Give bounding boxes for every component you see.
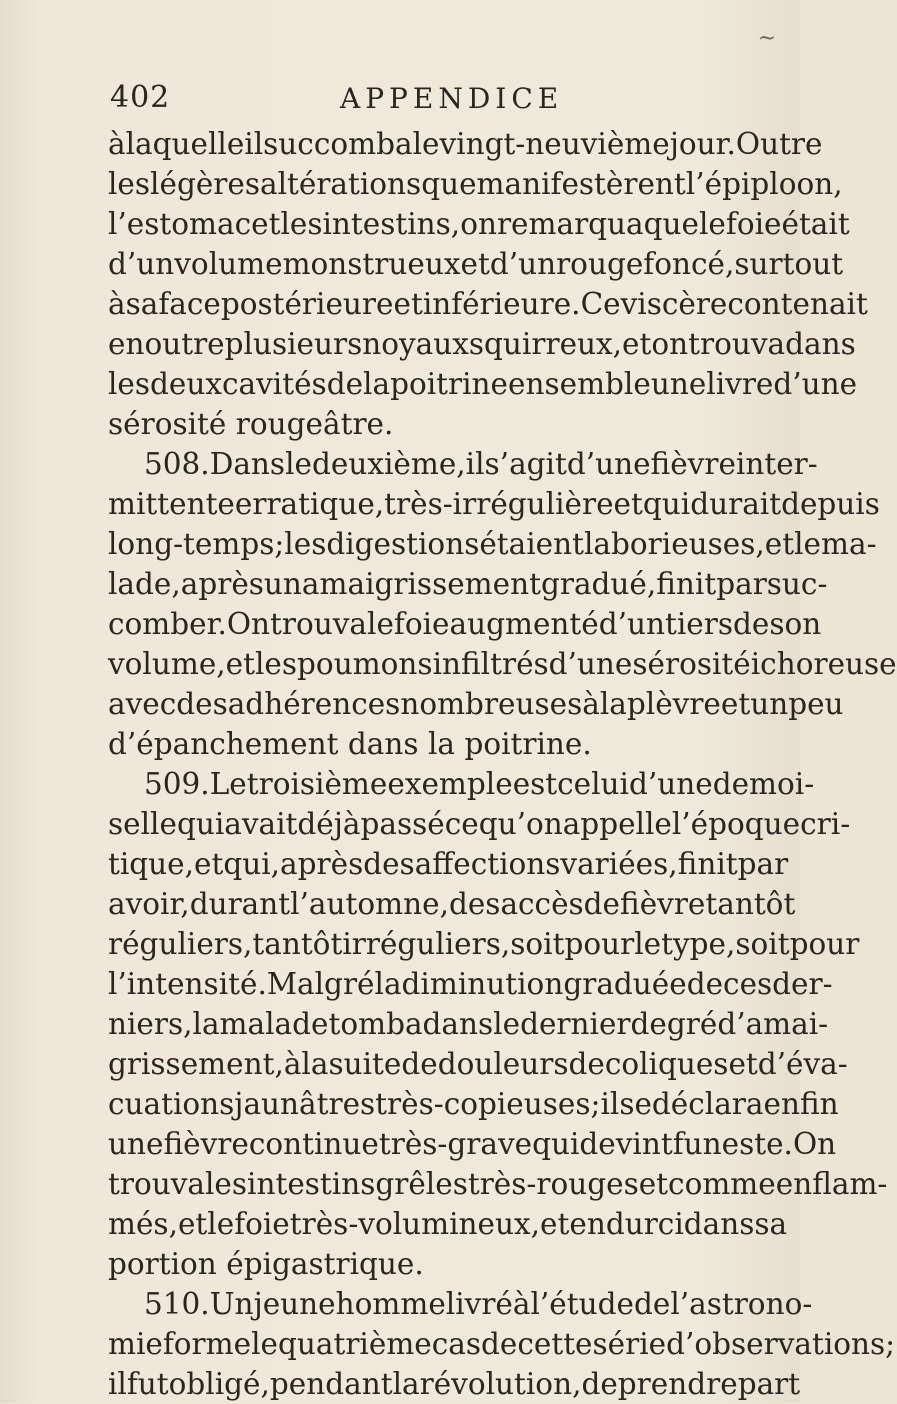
word: une — [650, 367, 707, 401]
word: et — [177, 1207, 208, 1241]
word: et — [638, 1167, 669, 1201]
word: à — [108, 127, 126, 161]
word: de — [732, 607, 770, 641]
word: les — [255, 647, 298, 681]
text-line — [108, 644, 897, 684]
text-line — [108, 124, 823, 164]
word: der- — [772, 967, 833, 1001]
word: par — [737, 847, 789, 881]
word: forme — [162, 1327, 252, 1361]
word: l’étude — [530, 1287, 634, 1321]
word: rouge — [556, 247, 644, 281]
word: la — [427, 727, 455, 761]
word: de — [583, 887, 621, 921]
word: nombreuses — [400, 687, 583, 721]
word: On — [792, 1127, 837, 1161]
word: appelle — [562, 807, 672, 841]
word: dernier — [520, 1007, 631, 1041]
word: poumons — [297, 647, 433, 681]
word: fut — [126, 1367, 169, 1401]
word: cavités — [222, 367, 327, 401]
word: accès — [500, 887, 584, 921]
word: endurci — [569, 1207, 684, 1241]
word: des — [448, 887, 501, 921]
word: Un — [209, 1287, 254, 1321]
word: la — [374, 967, 402, 1001]
word: tantôt — [252, 927, 343, 961]
word: volume — [174, 247, 283, 281]
word: la — [192, 1007, 220, 1041]
word: variées, — [560, 847, 678, 881]
word: des — [176, 687, 228, 721]
word: on — [460, 207, 497, 241]
word: surtout — [734, 247, 844, 281]
word: passé — [360, 807, 445, 841]
text-line — [108, 244, 844, 284]
word: ces — [723, 967, 773, 1001]
word: jeune — [253, 1287, 336, 1321]
text-line — [108, 1324, 896, 1364]
word: d’une — [548, 647, 633, 681]
word: enflam- — [775, 1167, 888, 1201]
text-line — [108, 1164, 888, 1204]
word: il — [244, 127, 264, 161]
word: laborieuses, — [584, 527, 765, 561]
word: et — [393, 287, 423, 321]
word: coliques — [604, 1047, 729, 1081]
text-line — [108, 964, 833, 1004]
word: fièvre — [650, 447, 736, 481]
word: obligé, — [168, 1367, 270, 1401]
word: degré — [630, 1007, 718, 1041]
word: Malgré — [266, 967, 375, 1001]
word: deux — [150, 367, 223, 401]
word: outre — [144, 327, 225, 361]
word: deuxième, — [311, 447, 466, 481]
word: qui — [642, 487, 691, 521]
body-text — [108, 124, 897, 1404]
word: fièvre — [620, 887, 706, 921]
word: de — [633, 1287, 671, 1321]
word: durant — [189, 887, 291, 921]
text-line — [108, 284, 868, 324]
word: ichoreuse — [750, 647, 897, 681]
text-line — [108, 1244, 738, 1284]
word: d’éva- — [757, 1047, 848, 1081]
word: et — [194, 847, 224, 881]
page-number: 402 — [110, 80, 171, 115]
word: plusieurs — [224, 327, 363, 361]
word: Ce — [580, 287, 621, 321]
word: était — [781, 207, 850, 241]
word: dans — [347, 727, 419, 761]
word: son — [769, 607, 822, 641]
word: le — [634, 927, 662, 961]
word: est — [512, 767, 558, 801]
word: troisième — [246, 767, 388, 801]
word: pour — [789, 927, 860, 961]
word: viscère — [620, 287, 728, 321]
word: le — [367, 607, 394, 641]
word: depuis — [781, 487, 880, 521]
running-title: APPENDICE — [340, 82, 564, 115]
word: squirreux, — [468, 327, 623, 361]
word: contenait — [727, 287, 868, 321]
text-line — [108, 404, 738, 444]
word: livre — [706, 367, 774, 401]
text-line — [108, 364, 858, 404]
word: funeste. — [672, 1127, 793, 1161]
word: poitrine — [390, 367, 509, 401]
word: trouva — [108, 1167, 205, 1201]
word: le — [493, 1007, 521, 1041]
word: très-rouges — [467, 1167, 639, 1201]
word: monstrueux — [282, 247, 461, 281]
word: infiltrés — [432, 647, 549, 681]
word: durait — [690, 487, 782, 521]
word: lade, — [108, 567, 181, 601]
text-line — [108, 1004, 829, 1044]
word: cuations — [108, 1087, 235, 1121]
word: exemple — [387, 767, 513, 801]
text-line — [108, 1364, 801, 1404]
word: par — [716, 567, 767, 601]
word: et — [225, 647, 255, 681]
word: les — [108, 367, 151, 401]
word: més, — [108, 1207, 178, 1241]
word: sa — [754, 1207, 788, 1241]
word: type, — [661, 927, 736, 961]
word: très-irrégulière — [384, 487, 614, 521]
word: selle — [108, 807, 177, 841]
word: foie — [393, 607, 450, 641]
word: grêles — [375, 1167, 468, 1201]
word: trouva — [688, 327, 786, 361]
word: foie — [725, 207, 782, 241]
word: prendre — [617, 1367, 738, 1401]
word: cri- — [800, 807, 851, 841]
word: de — [326, 367, 364, 401]
word: pendant — [269, 1367, 393, 1401]
word: le — [207, 1207, 235, 1241]
word: que — [421, 167, 477, 201]
word: inter- — [735, 447, 818, 481]
word: et — [728, 1047, 758, 1081]
word: intestins — [247, 1167, 376, 1201]
word: affections — [414, 847, 561, 881]
word: ce — [444, 807, 479, 841]
word: finit — [677, 847, 738, 881]
word: tique, — [108, 847, 195, 881]
word: le — [251, 1327, 278, 1361]
word: continue — [248, 1127, 379, 1161]
word: s’agit — [484, 447, 567, 481]
word: ensemble — [508, 367, 651, 401]
word: altérations — [259, 167, 422, 201]
word: tantôt — [705, 887, 796, 921]
word: ma- — [821, 527, 877, 561]
word: très-copieuses; — [375, 1087, 601, 1121]
word: de — [581, 1367, 618, 1401]
text-line — [108, 1204, 788, 1244]
word: tiers — [664, 607, 733, 641]
word: la — [301, 1047, 329, 1081]
word: sérosité — [108, 407, 227, 441]
word: d’amai- — [717, 1007, 829, 1041]
word: irréguliers, — [342, 927, 511, 961]
word: cas — [431, 1327, 482, 1361]
word: des — [363, 847, 415, 881]
word: de — [401, 1047, 438, 1081]
word: niers, — [108, 1007, 193, 1041]
word: une — [108, 1127, 164, 1161]
page-header — [110, 80, 750, 120]
word: dans — [785, 327, 856, 361]
word: le — [699, 207, 726, 241]
word: inférieure. — [422, 287, 581, 321]
word: à — [582, 687, 600, 721]
word: Le — [209, 767, 247, 801]
word: étaient — [479, 527, 584, 561]
word: Outre — [735, 127, 823, 161]
word: amaigrissement — [301, 567, 541, 601]
text-line — [108, 884, 796, 924]
word: foie — [234, 1207, 290, 1241]
word: et — [613, 487, 643, 521]
word: celui — [557, 767, 629, 801]
word: de — [481, 1327, 518, 1361]
word: réguliers, — [108, 927, 253, 961]
word: finit — [656, 567, 717, 601]
word: tomba — [328, 1007, 423, 1041]
word: devint — [579, 1127, 673, 1161]
word: On — [226, 607, 271, 641]
word: d’épanchement — [108, 727, 339, 761]
word: l’estomac — [108, 207, 252, 241]
word: après — [280, 847, 364, 881]
word: portion — [108, 1247, 217, 1281]
word: un — [263, 567, 302, 601]
word: livré — [445, 1287, 513, 1321]
word: poitrine. — [464, 727, 592, 761]
text-line — [108, 764, 815, 804]
word: mie — [108, 1327, 163, 1361]
word: série — [592, 1327, 667, 1361]
word: trouva — [270, 607, 368, 641]
word: douleurs — [437, 1047, 569, 1081]
text-line — [108, 524, 877, 564]
word: manifestèrent — [476, 167, 686, 201]
word: comber. — [108, 607, 227, 641]
word: mittente — [108, 487, 235, 521]
word: malade — [219, 1007, 329, 1041]
word: peu — [788, 687, 844, 721]
word: l’automne, — [290, 887, 449, 921]
word: intestins, — [322, 207, 461, 241]
word: on — [651, 327, 689, 361]
word: foncé, — [643, 247, 735, 281]
word: après — [180, 567, 264, 601]
word: il — [465, 447, 485, 481]
word: qu’on — [478, 807, 563, 841]
text-line — [108, 164, 843, 204]
word: suite — [328, 1047, 402, 1081]
word: demoi- — [712, 767, 815, 801]
word: il — [108, 1367, 127, 1401]
word: de — [686, 967, 724, 1001]
word: l’intensité. — [108, 967, 267, 1001]
text-line — [108, 564, 828, 604]
word: très-volumineux, — [289, 1207, 541, 1241]
text-line — [108, 844, 789, 884]
word: d’un — [108, 247, 175, 281]
word: jour. — [669, 127, 736, 161]
word: long-temps; — [108, 527, 285, 561]
word: à — [512, 1287, 531, 1321]
word: pour — [564, 927, 635, 961]
word: à — [108, 287, 126, 321]
word: le — [285, 447, 312, 481]
word: qui — [176, 807, 225, 841]
word: il — [600, 1087, 620, 1121]
word: et — [622, 327, 652, 361]
word: comme — [668, 1167, 776, 1201]
word: et — [460, 247, 490, 281]
word: déclara — [651, 1087, 764, 1121]
text-line — [108, 1084, 839, 1124]
word: augmenté — [449, 607, 599, 641]
text-line — [108, 604, 822, 644]
word: la — [392, 1367, 420, 1401]
word: d’un — [489, 247, 557, 281]
word: la — [599, 687, 627, 721]
word: rougeâtre. — [235, 407, 394, 441]
word: qui, — [223, 847, 281, 881]
text-line — [108, 324, 856, 364]
word: adhérences — [227, 687, 401, 721]
word: suc- — [766, 567, 828, 601]
text-line — [108, 1284, 813, 1324]
word: succomba — [263, 127, 413, 161]
word: jaunâtres — [234, 1087, 376, 1121]
page-corner-mark: ~ — [757, 26, 776, 51]
word: laquelle — [125, 127, 245, 161]
word: la — [363, 367, 391, 401]
word: les — [108, 167, 151, 201]
text-line — [108, 684, 844, 724]
text-line — [108, 924, 860, 964]
word: d’une — [773, 367, 858, 401]
word: 510. — [144, 1287, 210, 1321]
word: les — [204, 1167, 248, 1201]
word: avait — [224, 807, 298, 841]
word: cette — [517, 1327, 593, 1361]
word: fièvre — [163, 1127, 249, 1161]
word: sa — [125, 287, 159, 321]
word: grissement, — [108, 1047, 284, 1081]
word: diminution — [401, 967, 564, 1001]
text-line — [108, 444, 818, 484]
word: et — [251, 207, 281, 241]
word: sérosité — [632, 647, 751, 681]
text-line — [108, 804, 851, 844]
word: d’un — [598, 607, 665, 641]
word: homme — [335, 1287, 446, 1321]
word: révolution, — [419, 1367, 582, 1401]
text-line — [108, 1044, 848, 1084]
word: les — [280, 207, 323, 241]
word: les — [284, 527, 327, 561]
word: plèvre — [626, 687, 721, 721]
word: d’une — [566, 447, 651, 481]
word: 508. — [144, 447, 210, 481]
word: face — [158, 287, 221, 321]
text-line — [108, 204, 850, 244]
word: à — [283, 1047, 302, 1081]
word: d’une — [629, 767, 713, 801]
word: Dans — [209, 447, 286, 481]
word: dans — [422, 1007, 494, 1041]
word: un — [750, 687, 789, 721]
text-line — [108, 724, 738, 764]
word: gradué, — [540, 567, 657, 601]
word: graduée — [563, 967, 687, 1001]
word: postérieure — [220, 287, 394, 321]
word: erratique, — [234, 487, 385, 521]
word: le — [794, 527, 822, 561]
word: en — [108, 327, 145, 361]
word: que — [643, 207, 699, 241]
text-line — [108, 484, 880, 524]
word: avec — [108, 687, 177, 721]
text-line — [108, 1124, 837, 1164]
word: dans — [683, 1207, 755, 1241]
word: avoir, — [108, 887, 190, 921]
word: se — [619, 1087, 652, 1121]
word: soit — [735, 927, 790, 961]
word: digestions — [326, 527, 480, 561]
word: très-grave — [378, 1127, 533, 1161]
word: déjà — [297, 807, 361, 841]
word: noyaux — [362, 327, 469, 361]
word: légères — [150, 167, 260, 201]
word: volume, — [108, 647, 226, 681]
word: soit — [510, 927, 565, 961]
word: remarqua — [496, 207, 644, 241]
word: épigastrique. — [226, 1247, 424, 1281]
word: et — [540, 1207, 570, 1241]
word: enfin — [763, 1087, 839, 1121]
word: l’épiploon, — [685, 167, 843, 201]
word: quatrième — [278, 1327, 432, 1361]
word: d’observations; — [666, 1327, 896, 1361]
word: l’époque — [671, 807, 801, 841]
word: de — [568, 1047, 605, 1081]
word: part — [737, 1367, 801, 1401]
word: vingt-neuvième — [439, 127, 670, 161]
word: et — [764, 527, 795, 561]
word: l’astrono- — [670, 1287, 813, 1321]
word: le — [412, 127, 440, 161]
word: qui — [532, 1127, 580, 1161]
word: et — [720, 687, 751, 721]
word: 509. — [144, 767, 210, 801]
